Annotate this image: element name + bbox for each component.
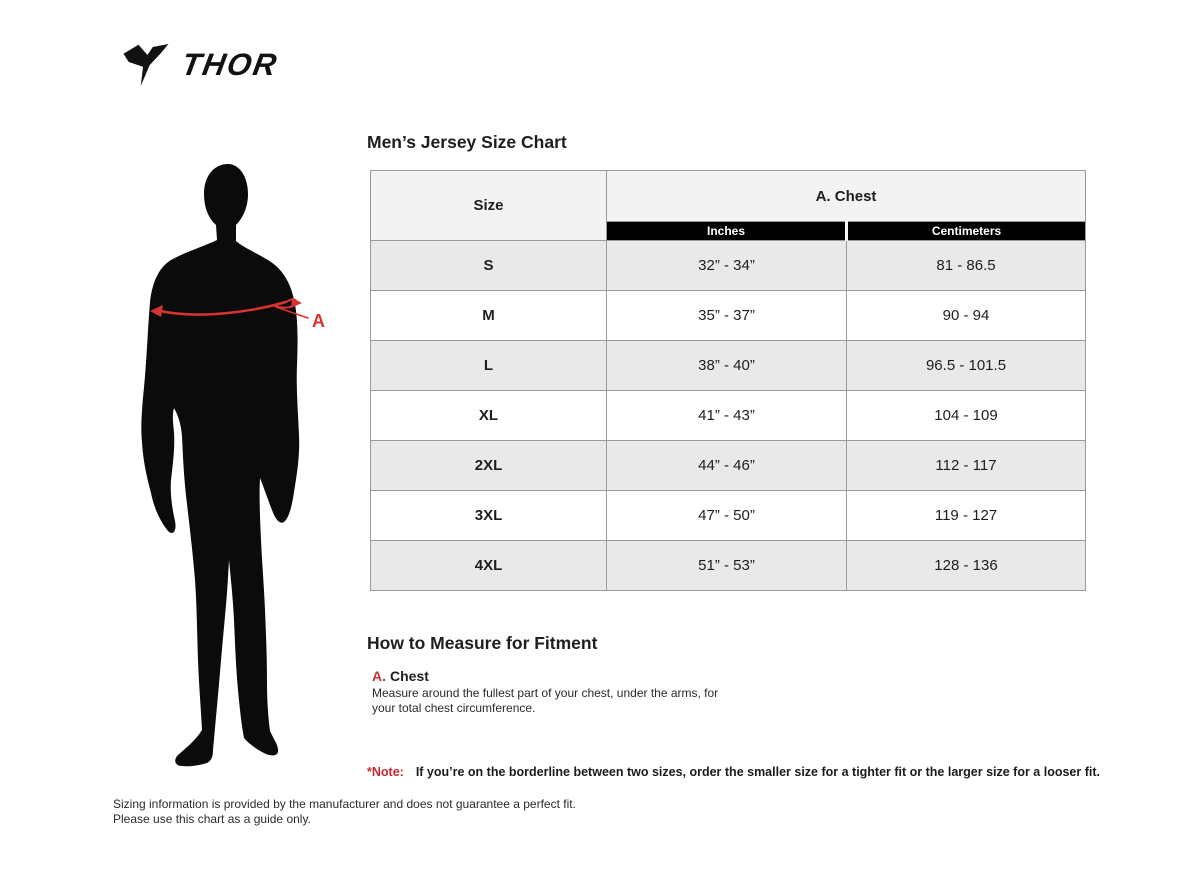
inches-cell: 44” - 46” [607, 441, 847, 491]
table-row [371, 441, 1086, 491]
table-row [371, 291, 1086, 341]
sizing-note [367, 765, 1100, 779]
centimeters-cell: 81 - 86.5 [847, 241, 1086, 291]
table-row [371, 491, 1086, 541]
size-cell: L [371, 341, 607, 391]
column-header-chest: A. Chest [607, 171, 1086, 222]
size-cell: 4XL [371, 541, 607, 591]
column-header-size: Size [371, 171, 607, 241]
size-table-body [371, 241, 1086, 591]
table-row [371, 391, 1086, 441]
measure-item-description: Measure around the fullest part of your chest, under the arms, for your total chest circumference. [372, 686, 719, 715]
note-label: *Note: [367, 765, 404, 779]
note-text: If you’re on the borderline between two sizes, order the smaller size for a tighter fit or the larger size for a looser fit. [415, 765, 1100, 779]
body-silhouette-figure [136, 160, 336, 780]
disclaimer-line-1: Sizing information is provided by the manufacturer and does not guarantee a perfect fit. [113, 797, 576, 811]
table-row [371, 341, 1086, 391]
measure-section-heading: How to Measure for Fitment [367, 633, 598, 653]
size-cell: 2XL [371, 441, 607, 491]
inches-cell: 32” - 34” [607, 241, 847, 291]
inches-cell: 38” - 40” [607, 341, 847, 391]
inches-cell: 47” - 50” [607, 491, 847, 541]
brand-name: THOR [179, 47, 282, 82]
size-cell: 3XL [371, 491, 607, 541]
measure-item-letter: A. [372, 668, 386, 684]
size-chart-table [370, 170, 1086, 591]
measure-item-chest [372, 668, 429, 684]
subheader-inches: Inches [607, 222, 847, 241]
right-arrowhead [291, 298, 302, 308]
size-cell: M [371, 291, 607, 341]
table-row [371, 541, 1086, 591]
centimeters-cell: 112 - 117 [847, 441, 1086, 491]
centimeters-cell: 90 - 94 [847, 291, 1086, 341]
brand-logo [122, 42, 282, 88]
centimeters-cell: 119 - 127 [847, 491, 1086, 541]
centimeters-cell: 96.5 - 101.5 [847, 341, 1086, 391]
thor-horns-icon [122, 42, 170, 88]
page-title: Men’s Jersey Size Chart [367, 132, 567, 152]
disclaimer-line-2: Please use this chart as a guide only. [113, 812, 311, 826]
centimeters-cell: 128 - 136 [847, 541, 1086, 591]
centimeters-cell: 104 - 109 [847, 391, 1086, 441]
man-silhouette [141, 164, 299, 766]
size-cell: XL [371, 391, 607, 441]
disclaimer [113, 797, 576, 827]
table-row [371, 241, 1086, 291]
measure-item-name: Chest [390, 668, 429, 684]
inches-cell: 51” - 53” [607, 541, 847, 591]
measure-point-label: A [312, 311, 325, 331]
inches-cell: 41” - 43” [607, 391, 847, 441]
subheader-centimeters: Centimeters [847, 222, 1086, 241]
size-cell: S [371, 241, 607, 291]
inches-cell: 35” - 37” [607, 291, 847, 341]
